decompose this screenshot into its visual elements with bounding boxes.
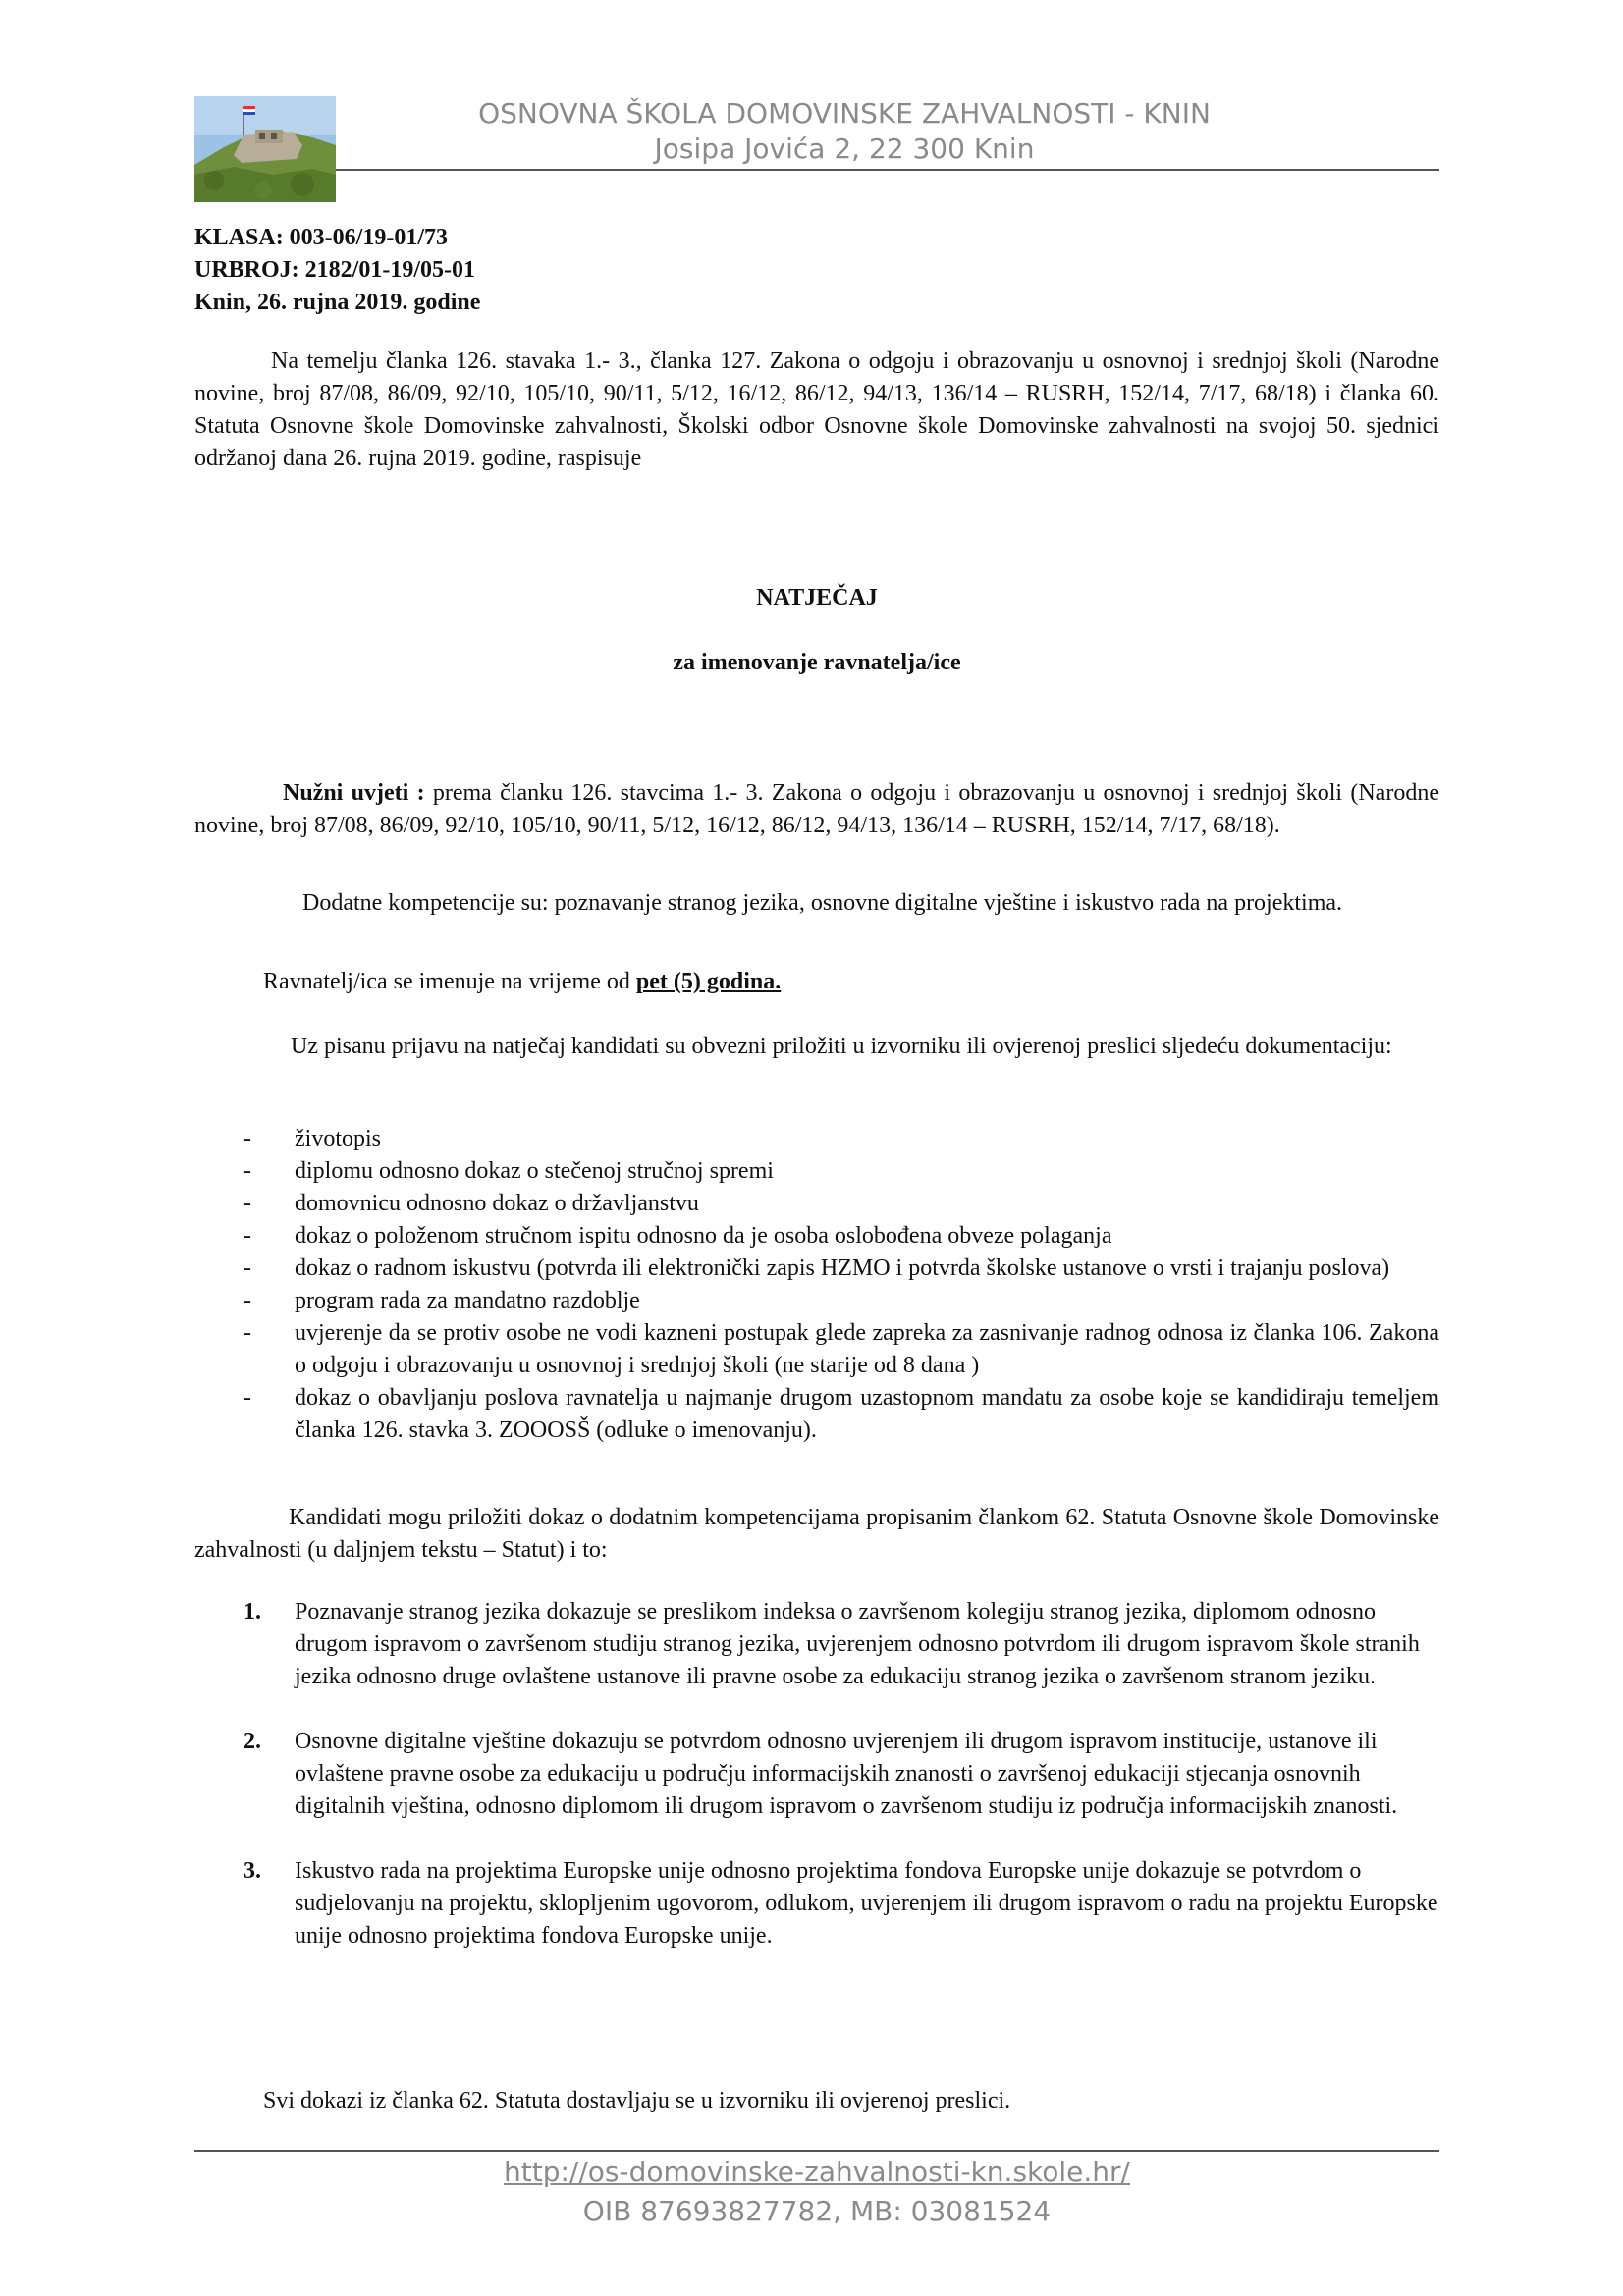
term-paragraph bbox=[194, 966, 1439, 998]
document-subtitle: za imenovanje ravnatelja/ice bbox=[673, 650, 961, 675]
document-title: NATJEČAJ bbox=[756, 585, 878, 611]
conditions-paragraph bbox=[194, 777, 1439, 842]
list-item: - diplomu odnosno dokaz o stečenoj stručnoj spremi bbox=[243, 1158, 774, 1184]
docs-intro-paragraph: Uz pisanu prijavu na natječaj kandidati su obvezni priložiti u izvorniku ili ovjerenoj preslici sljedeću dokumentaciju: bbox=[291, 1034, 1392, 1059]
competences-paragraph: Dodatne kompetencije su: poznavanje stranog jezika, osnovne digitalne vještine i iskustvo rada na projektima. bbox=[302, 890, 1343, 916]
list-item: - uvjerenje da se protiv osobe ne vodi kazneni postupak glede zapreka za zasnivanje radnog odnosa iz članka 106. Zakona o odgoju i obrazovanju u osnovnoj i srednjoj školi (ne starije od 8 dana ) bbox=[243, 1320, 1439, 1378]
footer-divider bbox=[194, 2150, 1439, 2152]
list-item: - program rada za mandatno razdoblje bbox=[243, 1288, 640, 1313]
list-item: 1. Poznavanje stranog jezika dokazuje se preslikom indeksa o završenom kolegiju stranog jezika, diplomom odnosno drugom ispravom o završenom studiju stranog jezika, uvjerenjem odnosno potvrdom ili drugom ispravom škole stranih jezika odnosno druge ovlaštene ustanove ili pravne osobe za edukaciju stranog jezika o završenom stranom jeziku. bbox=[243, 1599, 1420, 1689]
urbroj-line: URBROJ: 2182/01-19/05-01 bbox=[194, 257, 475, 283]
list-item: 3. Iskustvo rada na projektima Europske unije odnosno projektima fondova Europske unije dokazuje se potvrdom o sudjelovanju na projektu, sklopljenim ugovorom, odlukom, uvjerenjem ili drugom ispravom o radu na projektu Europske unije odnosno projektima fondova Europske unije. bbox=[243, 1858, 1438, 1949]
list-item: - dokaz o položenom stručnom ispitu odnosno da je osoba oslobođena obveze polaganja bbox=[243, 1223, 1112, 1249]
school-logo-photo bbox=[194, 96, 336, 202]
documents-list bbox=[194, 1123, 1439, 1447]
school-address: Josipa Jovića 2, 22 300 Knin bbox=[654, 133, 1035, 165]
school-name: OSNOVNA ŠKOLA DOMOVINSKE ZAHVALNOSTI - KNIN bbox=[478, 97, 1211, 130]
intro-paragraph: Na temelju članka 126. stavaka 1.- 3., članka 127. Zakona o odgoju i obrazovanju u osnovnoj i srednjoj školi (Narodne novine, broj 87/08, 86/09, 92/10, 105/10, 90/11, 5/12, 16/12, 86/12, 94/13, 136/14 – RUSRH, 152/14, 7/17, 68/18) i članka 60. Statuta Osnovne škole Domovinske zahvalnosti, Školski odbor Osnovne škole Domovinske zahvalnosti na svojoj 50. sjednici održanoj dana 26. rujna 2019. godine, raspisuje bbox=[194, 348, 1439, 471]
conditions-text: prema članku 126. stavcima 1.- 3. Zakona o odgoju i obrazovanju u osnovnoj i srednjoj školi (Narodne novine, broj 87/08, 86/09, 92/10, 105/10, 90/11, 5/12, 16/12, 86/12, 94/13, 136/14 – RUSRH, 152/14, 7/17, 68/18). bbox=[194, 780, 1439, 838]
list-item: - dokaz o obavljanju poslova ravnatelja u najmanje drugom uzastopnom mandatu za osobe koje se kandidiraju temeljem članka 126. stavka 3. ZOOOSŠ (odluke o imenovanju). bbox=[243, 1385, 1439, 1443]
list-item: - domovnicu odnosno dokaz o državljanstvu bbox=[243, 1191, 699, 1216]
conditions-label: Nužni uvjeti : bbox=[283, 780, 425, 806]
extra-intro-paragraph: Kandidati mogu priložiti dokaz o dodatnim kompetencijama propisanim člankom 62. Statuta Osnovne škole Domovinske zahvalnosti (u daljnjem tekstu – Statut) i to: bbox=[194, 1505, 1439, 1563]
list-item: - životopis bbox=[243, 1126, 381, 1151]
competences-list bbox=[194, 1596, 1439, 1952]
school-website-link[interactable]: http://os-domovinske-zahvalnosti-kn.skole.hr/ bbox=[504, 2156, 1130, 2188]
date-line: Knin, 26. rujna 2019. godine bbox=[194, 290, 481, 315]
fortress-photo-icon bbox=[194, 96, 336, 202]
school-identifiers: OIB 87693827782, MB: 03081524 bbox=[582, 2195, 1052, 2227]
term-duration: pet (5) godina. bbox=[635, 969, 782, 994]
header-divider bbox=[336, 169, 1439, 171]
list-item: 2. Osnovne digitalne vještine dokazuju se potvrdom odnosno uvjerenjem ili drugom ispravom institucije, ustanove ili ovlaštene pravne osobe za edukaciju u području informacijskih znanosti o završenoj edukaciji stjecanja osnovnih digitalnih vještina, odnosno diplomom ili drugom ispravom o završenom studiju iz područja informacijskih znanosti. bbox=[243, 1729, 1398, 1819]
list-item: - dokaz o radnom iskustvu (potvrda ili elektronički zapis HZMO i potvrda školske ustanove o vrsti i trajanju poslova) bbox=[243, 1255, 1390, 1281]
term-text: Ravnatelj/ica se imenuje na vrijeme od bbox=[263, 969, 636, 994]
klasa-line: KLASA: 003-06/19-01/73 bbox=[194, 225, 448, 250]
closing-paragraph: Svi dokazi iz članka 62. Statuta dostavljaju se u izvorniku ili ovjerenoj preslici. bbox=[263, 2088, 1011, 2113]
